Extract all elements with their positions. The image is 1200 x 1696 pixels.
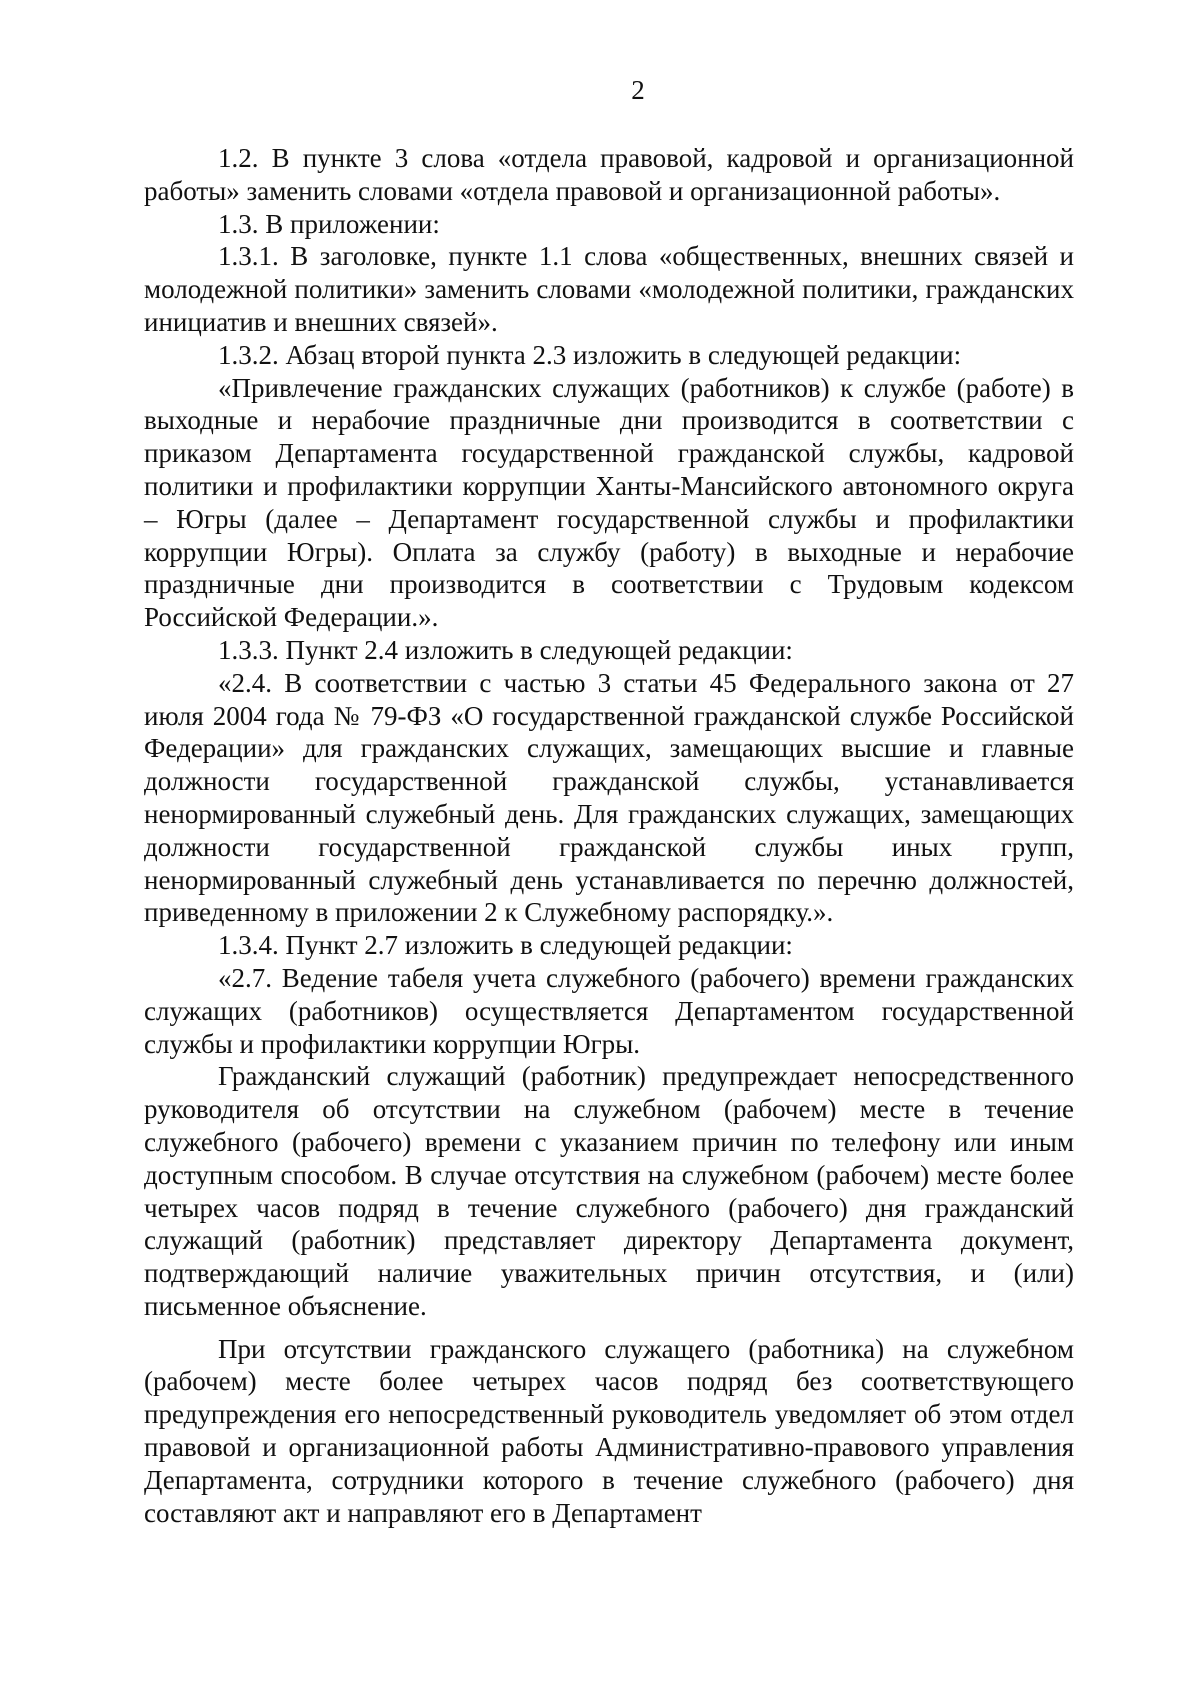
document-body	[144, 142, 1074, 1529]
paragraph-1-3: 1.3. В приложении:	[218, 208, 440, 239]
page-number: 2	[631, 75, 645, 105]
paragraph-1-3-4: 1.3.4. Пункт 2.7 изложить в следующей редакции:	[218, 930, 793, 961]
paragraph-quote-2-4: «2.4. В соответствии с частью 3 статьи 45 Федерального закона от 27 июля 2004 года № 79-ФЗ «О государственной гражданской службе Российской Федерации» для гражданских служащих, замещающих высшие и главные должности государственной гражданской службы, устанавливается ненормированный служебный день. Для гражданских служащих, замещающих должности государственной гражданской службы иных групп, ненормированный служебный день устанавливается по перечню должностей, приведенному в приложении 2 к Служебному распорядку.».	[144, 667, 1074, 928]
paragraph-quote-2-7: «2.7. Ведение табеля учета служебного (рабочего) времени гражданских служащих (работников) осуществляется Департаментом государственной службы и профилактики коррупции Югры.	[144, 962, 1074, 1059]
paragraph-1-3-3: 1.3.3. Пункт 2.4 изложить в следующей редакции:	[218, 634, 793, 665]
paragraph-quote-2-3: «Привлечение гражданских служащих (работников) к службе (работе) в выходные и нерабочие праздничные дни производится в соответствии с приказом Департамента государственной гражданской службы, кадровой политики и профилактики коррупции Ханты-Мансийского автономного округа – Югры (далее – Департамент государственной службы и профилактики коррупции Югры). Оплата за службу (работу) в выходные и нерабочие праздничные дни производится в соответствии с Трудовым кодексом Российской Федерации.».	[144, 372, 1074, 633]
paragraph-absence-procedure: При отсутствии гражданского служащего (работника) на служебном (рабочем) месте более четырех часов подряд без соответствующего предупреждения его непосредственный руководитель уведомляет об этом отдел правовой и организационной работы Административно-правового управления Департамента, сотрудники которого в течение служебного (рабочего) дня составляют акт и направляют его в Департамент	[144, 1333, 1074, 1528]
paragraph-1-3-1: 1.3.1. В заголовке, пункте 1.1 слова «общественных, внешних связей и молодежной политики» заменить словами «молодежной политики, гражданских инициатив и внешних связей».	[144, 241, 1074, 337]
paragraph-1-2: 1.2. В пункте 3 слова «отдела правовой, кадровой и организационной работы» заменить словами «отдела правовой и организационной работы».	[144, 143, 1074, 206]
paragraph-employee-notice: Гражданский служащий (работник) предупреждает непосредственного руководителя об отсутствии на служебном (рабочем) месте в течение служебного (рабочего) времени с указанием причин по телефону или иным доступным способом. В случае отсутствия на служебном (рабочем) месте более четырех часов подряд в течение служебного (рабочего) дня гражданский служащий (работник) представляет директору Департамента документ, подтверждающий наличие уважительных причин отсутствия, и (или) письменное объяснение.	[144, 1061, 1074, 1321]
paragraph-1-3-2: 1.3.2. Абзац второй пункта 2.3 изложить в следующей редакции:	[218, 339, 962, 370]
